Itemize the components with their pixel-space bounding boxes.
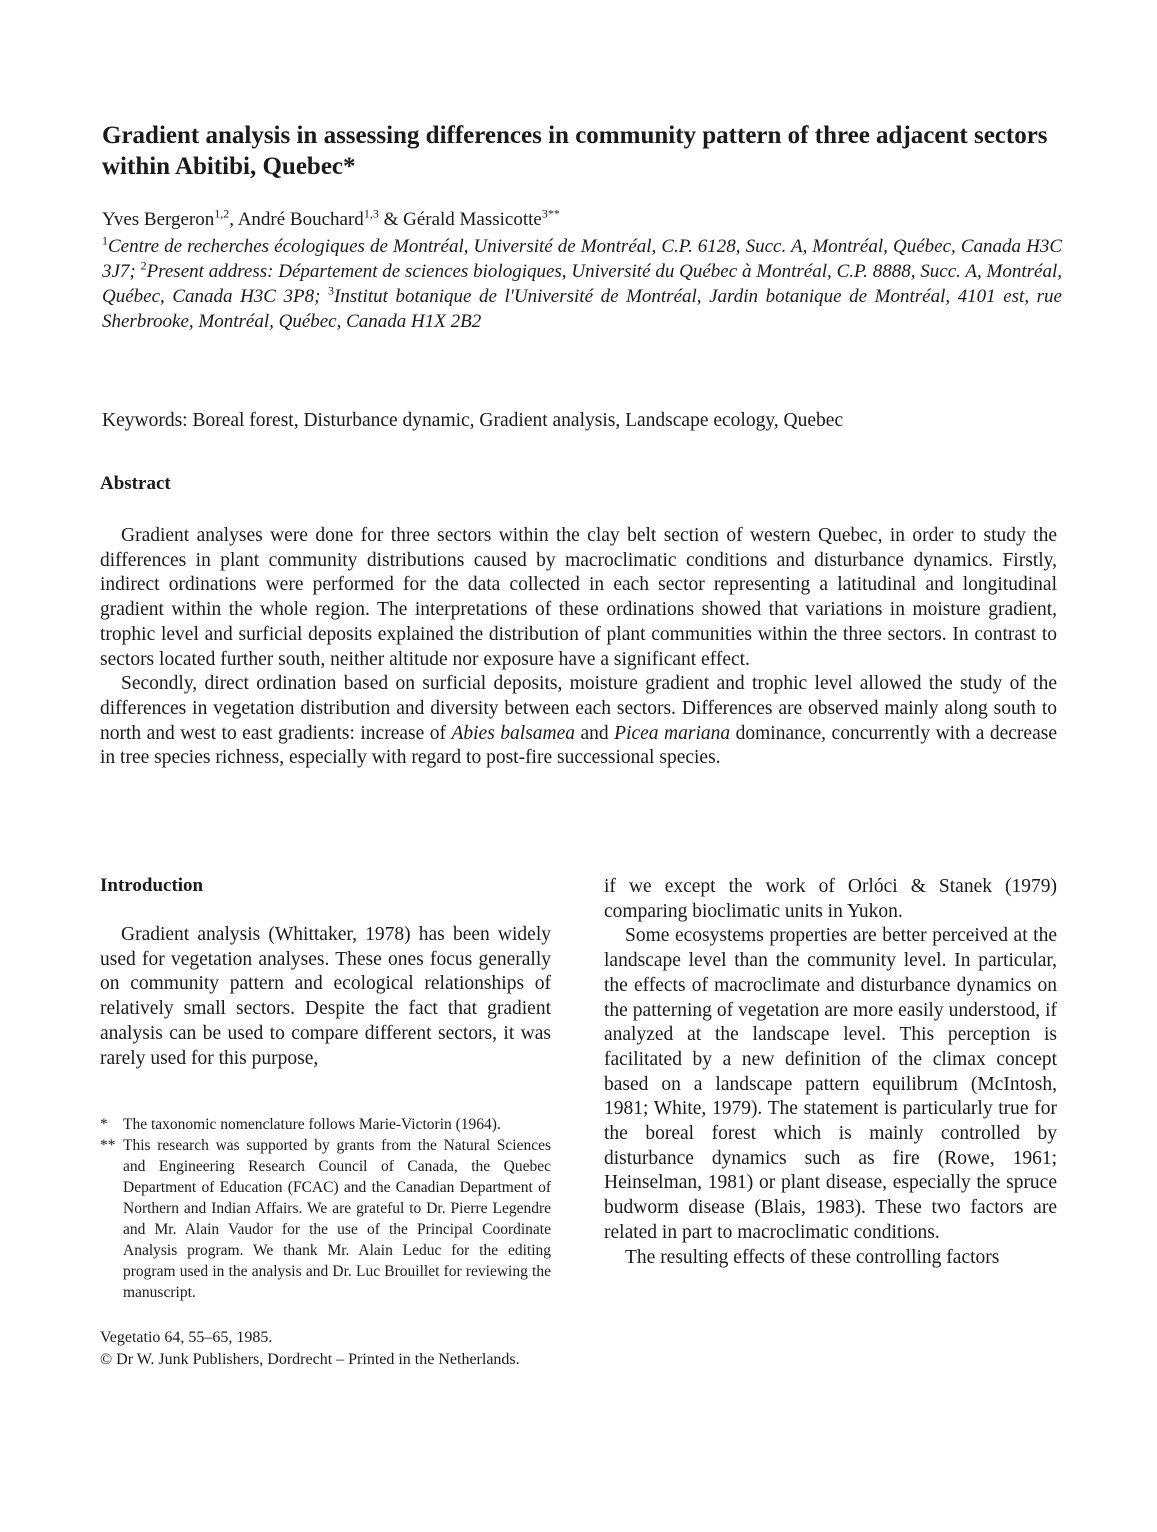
species-name: Picea mariana (614, 722, 731, 744)
journal-citation: Vegetatio 64, 55–65, 1985. (100, 1329, 273, 1346)
body-paragraph: Some ecosystems properties are better perceived at the landscape level than the community level. In particular, the effects of macroclimate and disturbance dynamics on the patterning of vegetation are more easily understood, if analyzed at the landscape level. This perception is facilitated by a new definition of the climax concept based on a landscape pattern equilibrum (McIntosh, 1981; White, 1979). The statement is particularly true for the boreal forest which is mainly controlled by disturbance dynamics such as fire (Rowe, 1961; Heinselman, 1981) or plant disease, especially the spruce budworm disease (Blais, 1983). These two factors are related in part to macroclimatic conditions. (604, 925, 1057, 1243)
abstract-paragraph (100, 672, 1057, 771)
paper-title: Gradient analysis in assessing differences in community pattern of three adjacent sectors within Abitibi, Quebec* (102, 122, 1048, 180)
author-affiliation-mark: 1,3 (363, 206, 379, 221)
author-affiliation-mark: 3** (541, 206, 560, 221)
introduction-heading: Introduction (100, 875, 204, 896)
abstract-text: Secondly, direct ordination based on surficial deposits, moisture gradient and trophic level allowed the study of the differences in vegetation distribution and diversity between each sectors. Differences are observed mainly along south to north and west to east gradients: increase of (100, 673, 1057, 744)
footnotes (100, 1114, 551, 1303)
body-paragraph: The resulting effects of these controlling factors (625, 1246, 1000, 1268)
author-separator: , (229, 209, 238, 230)
publisher-line: © Dr W. Junk Publishers, Dordrecht – Printed in the Netherlands. (100, 1351, 520, 1368)
footnote (100, 1135, 551, 1303)
abstract-text: dominance, concurrently with a decrease in tree species richness, especially with regard to post-fire successional species. (100, 722, 1057, 769)
affiliations (102, 234, 1062, 334)
author-name: Yves Bergeron (102, 209, 215, 230)
affiliation-text: Centre de recherches écologiques de Montréal, Université de Montréal, C.P. 6128, Succ. A, Montréal, Québec, Canada H3C 3J7; (102, 236, 1062, 282)
keywords: Keywords: Boreal forest, Disturbance dynamic, Gradient analysis, Landscape ecology, Quebec (102, 410, 844, 431)
body-paragraph: Gradient analysis (Whittaker, 1978) has been widely used for vegetation analyses. These ones focus generally on community pattern and ecological relationships of relatively small sectors. Despite the fact that gradient analysis can be used to compare different sectors, it was rarely used for this purpose, (100, 924, 551, 1069)
footnote-mark: * (100, 1116, 108, 1133)
abstract-text: and (575, 722, 615, 744)
body-paragraph: if we except the work of Orlóci & Stanek (1979) comparing bioclimatic units in Yukon. (604, 876, 1057, 922)
affiliation-mark: 2 (140, 258, 147, 273)
left-column (100, 923, 551, 1071)
right-column (604, 875, 1057, 1270)
affiliation-text: Present address: Département de sciences biologiques, Université du Québec à Montréal, C.P. 8888, Succ. A, Montréal, Québec, Canada H3C 3P8; (102, 261, 1062, 307)
footnote-text: This research was supported by grants from the Natural Sciences and Engineering Research Council of Canada, the Quebec Department of Education (FCAC) and the Canadian Department of Northern and Indian Affairs. We are grateful to Dr. Pierre Legendre and Mr. Alain Vaudor for the use of the Principal Coordinate Analysis program. We thank Mr. Alain Leduc for the editing program used in the analysis and Dr. Luc Brouillet for reviewing the manuscript. (123, 1137, 551, 1301)
author-list (102, 208, 1062, 232)
author-name: André Bouchard (237, 209, 364, 230)
abstract-heading: Abstract (100, 473, 171, 494)
footnote-text: The taxonomic nomenclature follows Marie-Victorin (1964). (123, 1116, 501, 1133)
author-name: Gérald Massicotte (403, 209, 542, 230)
affiliation-mark: 3 (328, 283, 335, 298)
affiliation-mark: 1 (102, 233, 108, 248)
author-affiliation-mark: 1,2 (214, 206, 230, 221)
abstract-body (100, 524, 1057, 771)
affiliation-text: Institut botanique de l'Université de Montréal, Jardin botanique de Montréal, 4101 est, rue Sherbrooke, Montréal, Québec, Canada H1X 2B2 (102, 286, 1062, 332)
citation-block (100, 1327, 520, 1371)
author-separator: & (378, 209, 404, 230)
abstract-paragraph: Gradient analyses were done for three sectors within the clay belt section of western Quebec, in order to study the differences in plant community distributions caused by macroclimatic conditions and disturbance dynamics. Firstly, indirect ordinations were performed for the data collected in each sector representing a latitudinal and longitudinal gradient within the whole region. The interpretations of these ordinations showed that variations in moisture gradient, trophic level and surficial deposits explained the distribution of plant communities within the three sectors. In contrast to sectors located further south, neither altitude nor exposure have a significant effect. (100, 525, 1057, 670)
footnote (100, 1114, 551, 1135)
footnote-mark: ** (100, 1137, 116, 1154)
species-name: Abies balsamea (451, 722, 576, 744)
